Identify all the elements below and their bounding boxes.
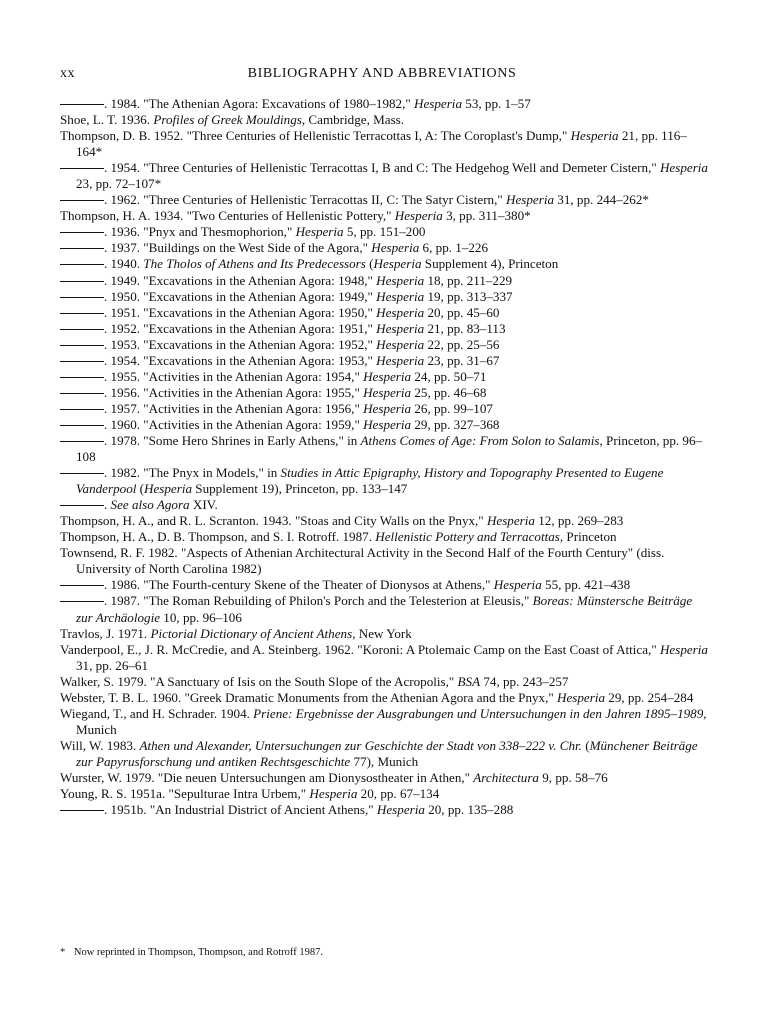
ditto-dash <box>60 810 104 811</box>
entry-text: . 1951. "Excavations in the Athenian Agora: 1950," <box>104 304 377 320</box>
bibliography-entry <box>60 401 708 417</box>
bibliography-entry <box>60 385 708 401</box>
entry-text: . 1954. "Three Centuries of Hellenistic Terracottas I, B and C: The Hedgehog Well and Demeter Cistern," <box>104 160 660 176</box>
entry-text: 19, pp. 313–337 <box>424 288 513 304</box>
entry-text: Vanderpool, E., J. R. McCredie, and A. Steinberg. 1962. "Koroni: A Ptolemaic Camp on the East Coast of Attica," <box>60 641 660 657</box>
italic-title: Hesperia <box>371 240 420 256</box>
entry-text: 77), Munich <box>350 753 419 769</box>
entry-text: Supplement 4), Princeton <box>421 256 559 272</box>
entry-text: . 1937. "Buildings on the West Side of the Agora," <box>104 240 372 256</box>
entry-text: . 1987. "The Roman Rebuilding of Philon's Porch and the Telesterion at Eleusis," <box>104 593 533 609</box>
entry-text: 10, pp. 96–106 <box>160 609 242 625</box>
bibliography-entry <box>60 577 708 593</box>
bibliography-entry <box>60 289 708 305</box>
entry-text: 25, pp. 46–68 <box>411 384 487 400</box>
entry-text: Wurster, W. 1979. "Die neuen Untersuchungen am Dionysostheater in Athen," <box>60 769 474 785</box>
entry-text: 31, pp. 26–61 <box>76 657 149 673</box>
entry-text: . 1962. "Three Centuries of Hellenistic Terracottas II, C: The Satyr Cistern," <box>104 192 506 208</box>
ditto-dash <box>60 104 104 105</box>
entry-text: , Cambridge, Mass. <box>301 112 405 128</box>
entry-text: . 1952. "Excavations in the Athenian Agora: 1951," <box>104 320 377 336</box>
entry-text: 20, pp. 45–60 <box>424 304 500 320</box>
bibliography-entry <box>60 337 708 353</box>
entry-text: Shoe, L. T. 1936. <box>60 112 154 128</box>
entry-text: , New York <box>352 625 412 641</box>
entry-text: , Munich <box>76 705 707 737</box>
page-number: xx <box>60 66 75 81</box>
entry-text: . 1978. "Some Hero Shrines in Early Athens," in <box>104 432 361 448</box>
bibliography-entry <box>60 353 708 369</box>
bibliography-entry <box>60 770 708 786</box>
bibliography-entry <box>60 160 708 192</box>
italic-title: Hesperia <box>506 192 555 208</box>
entry-text: Townsend, R. F. 1982. "Aspects of Athenian Architectural Activity in the Second Half of the Fourth Century" (diss. University of North Carolina 1982) <box>60 545 665 577</box>
italic-title: Hesperia <box>295 224 344 240</box>
ditto-dash <box>60 297 104 298</box>
ditto-dash <box>60 264 104 265</box>
italic-title: Studies in Attic Epigraphy, History and Topography Presented to Eugene Vanderpool <box>76 465 664 497</box>
entry-text: . 1940. <box>104 256 144 272</box>
italic-title: Hesperia <box>376 802 425 818</box>
italic-title: Athens Comes of Age: From Solon to Salamis <box>360 432 600 448</box>
entry-text: . 1956. "Activities in the Athenian Agora: 1955," <box>104 384 364 400</box>
ditto-dash <box>60 601 104 602</box>
bibliography-entry <box>60 642 708 674</box>
entry-text: Young, R. S. 1951a. "Sepulturae Intra Urbem," <box>60 786 310 802</box>
ditto-dash <box>60 585 104 586</box>
bibliography-entry <box>60 224 708 240</box>
italic-title: Priene: Ergebnisse der Ausgrabungen und Untersuchungen in den Jahren 1895–1989 <box>253 705 704 721</box>
bibliography-entry <box>60 96 708 112</box>
entry-text: 5, pp. 151–200 <box>343 224 426 240</box>
bibliography-entry <box>60 240 708 256</box>
entry-text: 26, pp. 99–107 <box>411 400 493 416</box>
entry-text: 31, pp. 244–262* <box>554 192 649 208</box>
italic-title: Hesperia <box>493 577 542 593</box>
entry-text: XIV. <box>189 497 218 513</box>
entry-text: Wiegand, T., and H. Schrader. 1904. <box>60 705 254 721</box>
italic-title: Hesperia <box>363 368 412 384</box>
entry-text: 18, pp. 211–229 <box>424 272 513 288</box>
entry-text: 74, pp. 243–257 <box>480 673 569 689</box>
italic-title: Hesperia <box>659 641 708 657</box>
entry-text: Supplement 19), Princeton, pp. 133–147 <box>192 481 408 497</box>
bibliography-entry <box>60 529 708 545</box>
entry-text: 3, pp. 311–380* <box>442 208 531 224</box>
entry-text: 29, pp. 327–368 <box>411 416 500 432</box>
running-head: BIBLIOGRAPHY AND ABBREVIATIONS <box>247 66 517 81</box>
italic-title: Athen und Alexander, Untersuchungen zur Geschichte der Stadt von 338–222 v. Chr. <box>139 737 582 753</box>
ditto-dash <box>60 473 104 474</box>
italic-title: Hesperia <box>376 320 425 336</box>
entry-text: , Princeton <box>559 529 617 545</box>
entry-text: 20, pp. 135–288 <box>424 802 514 818</box>
entry-text: Travlos, J. 1971. <box>60 625 151 641</box>
ditto-dash <box>60 281 104 282</box>
entry-text: . 1957. "Activities in the Athenian Agora: 1956," <box>104 400 364 416</box>
italic-title: Münchener Beiträge zur Papyrusforschung und antiken Rechtsgeschichte <box>76 737 698 769</box>
bibliography-entry <box>60 208 708 224</box>
entry-text: Thompson, D. B. 1952. "Three Centuries of Hellenistic Terracottas I, A: The Coroplast's Dump," <box>60 128 571 144</box>
ditto-dash <box>60 409 104 410</box>
bibliography-entry <box>60 369 708 385</box>
italic-title: Hesperia <box>413 96 462 111</box>
entry-text: 22, pp. 25–56 <box>424 336 500 352</box>
entry-text: . 1954. "Excavations in the Athenian Agora: 1953," <box>104 352 377 368</box>
entry-text: Webster, T. B. L. 1960. "Greek Dramatic Monuments from the Athenian Agora and the Pnyx," <box>60 689 557 705</box>
ditto-dash <box>60 200 104 201</box>
italic-title: Hesperia <box>659 160 708 176</box>
bibliography-entry <box>60 690 708 706</box>
ditto-dash <box>60 232 104 233</box>
bibliography-entry <box>60 802 708 818</box>
italic-title: Hesperia <box>373 256 422 272</box>
italic-title: See also Agora <box>110 497 190 513</box>
entry-text: , Princeton, pp. 96–108 <box>76 432 703 465</box>
bibliography-entry <box>60 674 708 690</box>
ditto-dash <box>60 329 104 330</box>
entry-text: ( <box>136 481 145 497</box>
bibliography-entry <box>60 465 708 497</box>
italic-title: Boreas: Münstersche Beiträge zur Archäologie <box>76 593 693 625</box>
italic-title: Hesperia <box>376 352 425 368</box>
italic-title: Pictorial Dictionary of Ancient Athens <box>150 625 353 641</box>
entry-text: 23, pp. 31–67 <box>424 352 500 368</box>
entry-text: Thompson, H. A., and R. L. Scranton. 1943. "Stoas and City Walls on the Pnyx," <box>60 513 487 529</box>
bibliography-entry <box>60 626 708 642</box>
ditto-dash <box>60 441 104 442</box>
italic-title: BSA <box>457 673 481 689</box>
italic-title: Hellenistic Pottery and Terracottas <box>375 529 560 545</box>
italic-title: Hesperia <box>363 416 412 432</box>
ditto-dash <box>60 505 104 506</box>
bibliography-entry <box>60 545 708 577</box>
italic-title: Hesperia <box>363 400 412 416</box>
ditto-dash <box>60 377 104 378</box>
italic-title: Hesperia <box>376 336 425 352</box>
bibliography-list <box>60 96 708 818</box>
entry-text: 20, pp. 67–134 <box>357 786 440 802</box>
ditto-dash <box>60 168 104 169</box>
entry-text: 29, pp. 254–284 <box>605 689 694 705</box>
entry-text: 21, pp. 83–113 <box>424 320 506 336</box>
entry-text: . 1960. "Activities in the Athenian Agora: 1959," <box>104 416 364 432</box>
bibliography-entry <box>60 417 708 433</box>
entry-text: . 1949. "Excavations in the Athenian Agora: 1948," <box>104 272 377 288</box>
entry-text: . 1986. "The Fourth-century Skene of the Theater of Dionysos at Athens," <box>104 577 494 593</box>
italic-title: Architectura <box>473 769 539 785</box>
entry-text: ( <box>581 737 590 753</box>
entry-text: 55, pp. 421–438 <box>541 577 631 593</box>
bibliography-entry <box>60 273 708 289</box>
entry-text: . <box>104 497 111 513</box>
entry-text: . 1984. "The Athenian Agora: Excavations of 1980–1982," <box>104 96 414 111</box>
ditto-dash <box>60 393 104 394</box>
italic-title: Hesperia <box>557 689 606 705</box>
entry-text: 23, pp. 72–107* <box>76 176 162 192</box>
entry-text: . 1936. "Pnyx and Thesmophorion," <box>104 224 296 240</box>
italic-title: Hesperia <box>363 384 412 400</box>
entry-text: 6, pp. 1–226 <box>419 240 489 256</box>
italic-title: Hesperia <box>376 304 425 320</box>
entry-text: 21, pp. 116–164* <box>76 128 687 160</box>
entry-text: . 1950. "Excavations in the Athenian Agora: 1949," <box>104 288 377 304</box>
bibliography-entry <box>60 593 708 625</box>
footnote-text: Now reprinted in Thompson, Thompson, and Rotroff 1987. <box>73 947 323 958</box>
bibliography-entry <box>60 256 708 272</box>
entry-text: Walker, S. 1979. "A Sanctuary of Isis on the South Slope of the Acropolis," <box>60 673 458 689</box>
ditto-dash <box>60 313 104 314</box>
bibliography-entry <box>60 513 708 529</box>
italic-title: Hesperia <box>394 208 443 224</box>
ditto-dash <box>60 345 104 346</box>
entry-text: 53, pp. 1–57 <box>462 96 531 111</box>
italic-title: Hesperia <box>486 513 535 529</box>
bibliography-entry <box>60 738 708 770</box>
entry-text: . 1955. "Activities in the Athenian Agora: 1954," <box>104 368 364 384</box>
footnote-marker: * <box>60 947 66 958</box>
bibliography-entry <box>60 112 708 128</box>
italic-title: Hesperia <box>309 786 358 802</box>
italic-title: Hesperia <box>144 481 193 497</box>
footnote <box>60 947 323 958</box>
entry-text: Will, W. 1983. <box>60 737 140 753</box>
italic-title: Profiles of Greek Mouldings <box>153 112 302 128</box>
entry-text: . 1953. "Excavations in the Athenian Agora: 1952," <box>104 336 377 352</box>
bibliography-entry <box>60 192 708 208</box>
italic-title: Hesperia <box>376 272 425 288</box>
bibliography-entry <box>60 786 708 802</box>
entry-text: 9, pp. 58–76 <box>538 769 608 785</box>
entry-text: Thompson, H. A., D. B. Thompson, and S. I. Rotroff. 1987. <box>60 529 376 545</box>
bibliography-entry <box>60 706 708 738</box>
italic-title: Hesperia <box>376 288 425 304</box>
bibliography-entry <box>60 128 708 160</box>
ditto-dash <box>60 425 104 426</box>
entry-text: . 1982. "The Pnyx in Models," in <box>104 465 281 481</box>
ditto-dash <box>60 361 104 362</box>
bibliography-entry <box>60 305 708 321</box>
entry-text: ( <box>365 256 374 272</box>
entry-text: . 1951b. "An Industrial District of Ancient Athens," <box>104 802 377 818</box>
bibliography-entry <box>60 321 708 337</box>
italic-title: Hesperia <box>570 128 619 144</box>
bibliography-entry <box>60 433 708 465</box>
ditto-dash <box>60 248 104 249</box>
entry-text: Thompson, H. A. 1934. "Two Centuries of Hellenistic Pottery," <box>60 208 395 224</box>
entry-text: 12, pp. 269–283 <box>534 513 624 529</box>
bibliography-entry <box>60 497 708 513</box>
entry-text: 24, pp. 50–71 <box>411 368 487 384</box>
italic-title: The Tholos of Athens and Its Predecessors <box>143 256 366 272</box>
